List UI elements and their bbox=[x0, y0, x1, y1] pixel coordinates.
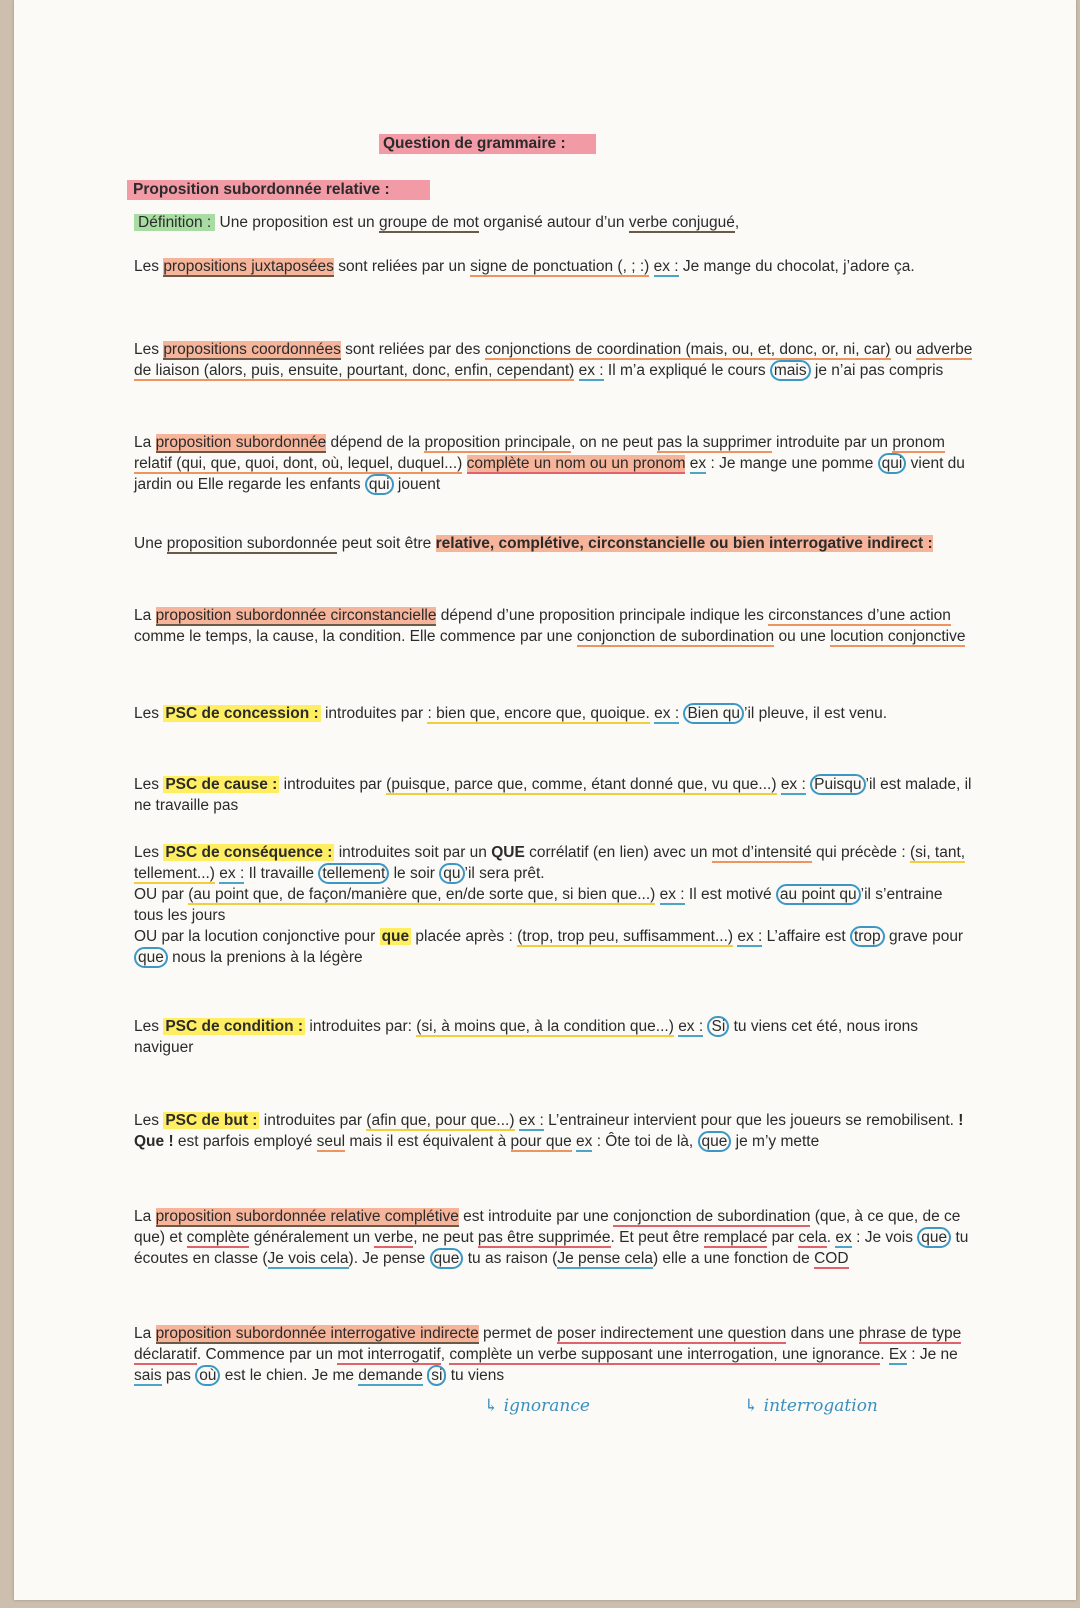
handwritten-ignorance-note: ↳ ignorance bbox=[484, 1396, 590, 1416]
consequence-paragraph: Les PSC de conséquence : introduites soit par un QUE corrélatif (en lien) avec un mot d’intensité qui précède : (si, tant, tellement...) ex : Il travaille tellement le soir qu ’il sera prêt. OU par (au point que, de façon/manière que, en/de sorte que, si bien que...) ex : Il est motivé au point qu ’il s’entraine tous les jours OU par la locution conjonctive pour que placée après : (trop, trop peu, suffisamment...) ex : L’affaire est trop grave pour que nous la prenions à la légère bbox=[134, 844, 966, 966]
completive-paragraph: La proposition subordonnée relative complétive est introduite par une conjonction de subordination (que, à ce que, de ce que) et complète généralement un verbe, ne peut pas être supprimée. Et peut être remplacé par cela. ex : Je vois que tu écoutes en classe (Je vois cela). Je pense que tu as raison (Je pense cela) elle a une fonction de COD bbox=[134, 1208, 969, 1267]
circonstancielle-paragraph: La proposition subordonnée circonstancielle dépend d’une proposition principale indique les circonstances d’une action comme le temps, la cause, la condition. Elle commence par une conjonction de subordination ou une locution conjonctive bbox=[134, 607, 966, 645]
definition-paragraph: Définition : Une proposition est un groupe de mot organisé autour d’un verbe conjugué, bbox=[134, 212, 974, 233]
cause-paragraph: Les PSC de cause : introduites par (puisque, parce que, comme, étant donné que, vu que...) ex : Puisqu ’il est malade, il ne travaille pas bbox=[134, 776, 972, 814]
subordonnee-paragraph: La proposition subordonnée dépend de la proposition principale, on ne peut pas la supprimer introduite par un pronom relatif (qui, que, quoi, dont, où, lequel, duquel...) complète un nom ou un pronom ex : Je mange une pomme qui vient du jardin ou Elle regarde les enfants qui jouent bbox=[134, 434, 965, 493]
section-title: Proposition subordonnée relative : bbox=[127, 180, 430, 200]
condition-paragraph: Les PSC de condition : introduites par: (si, à moins que, à la condition que...) ex : Si tu viens cet été, nous irons naviguer bbox=[134, 1018, 918, 1056]
but-paragraph: Les PSC de but : introduites par (afin que, pour que...) ex : L’entraineur intervient pour que les joueurs se remobilisent. ! Que ! est parfois employé seul mais il est équivalent à pour que ex : Ôte toi de là, que je m’y mette bbox=[134, 1112, 964, 1150]
coordonnees-paragraph: Les propositions coordonnées sont reliées par des conjonctions de coordination (mais, ou, et, donc, or, ni, car) ou adverbe de liaison (alors, puis, ensuite, pourtant, donc, enfin, cependant) ex : Il m’a expliqué le cours mais je n’ai pas compris bbox=[134, 341, 973, 379]
page-title: Question de grammaire : bbox=[379, 134, 596, 154]
juxtaposees-paragraph: Les propositions juxtaposées sont reliées par un signe de ponctuation (, ; :) ex : Je mange du chocolat, j’adore ça. bbox=[134, 258, 915, 275]
interrogative-paragraph: La proposition subordonnée interrogative indirecte permet de poser indirectement une question dans une phrase de type déclaratif. Commence par un mot interrogatif, complète un verbe supposant une interrogation, une ignorance. Ex : Je ne sais pas où est le chien. Je me demande si tu viens bbox=[134, 1325, 962, 1384]
types-paragraph: Une proposition subordonnée peut soit être relative, complétive, circonstancielle ou bien interrogative indirect : bbox=[134, 535, 933, 552]
concession-paragraph: Les PSC de concession : introduites par : bien que, encore que, quoique. ex : Bien qu ’il pleuve, il est venu. bbox=[134, 705, 888, 722]
notebook-page bbox=[14, 0, 1076, 1600]
handwritten-interrogation-note: ↳ interrogation bbox=[744, 1396, 878, 1416]
